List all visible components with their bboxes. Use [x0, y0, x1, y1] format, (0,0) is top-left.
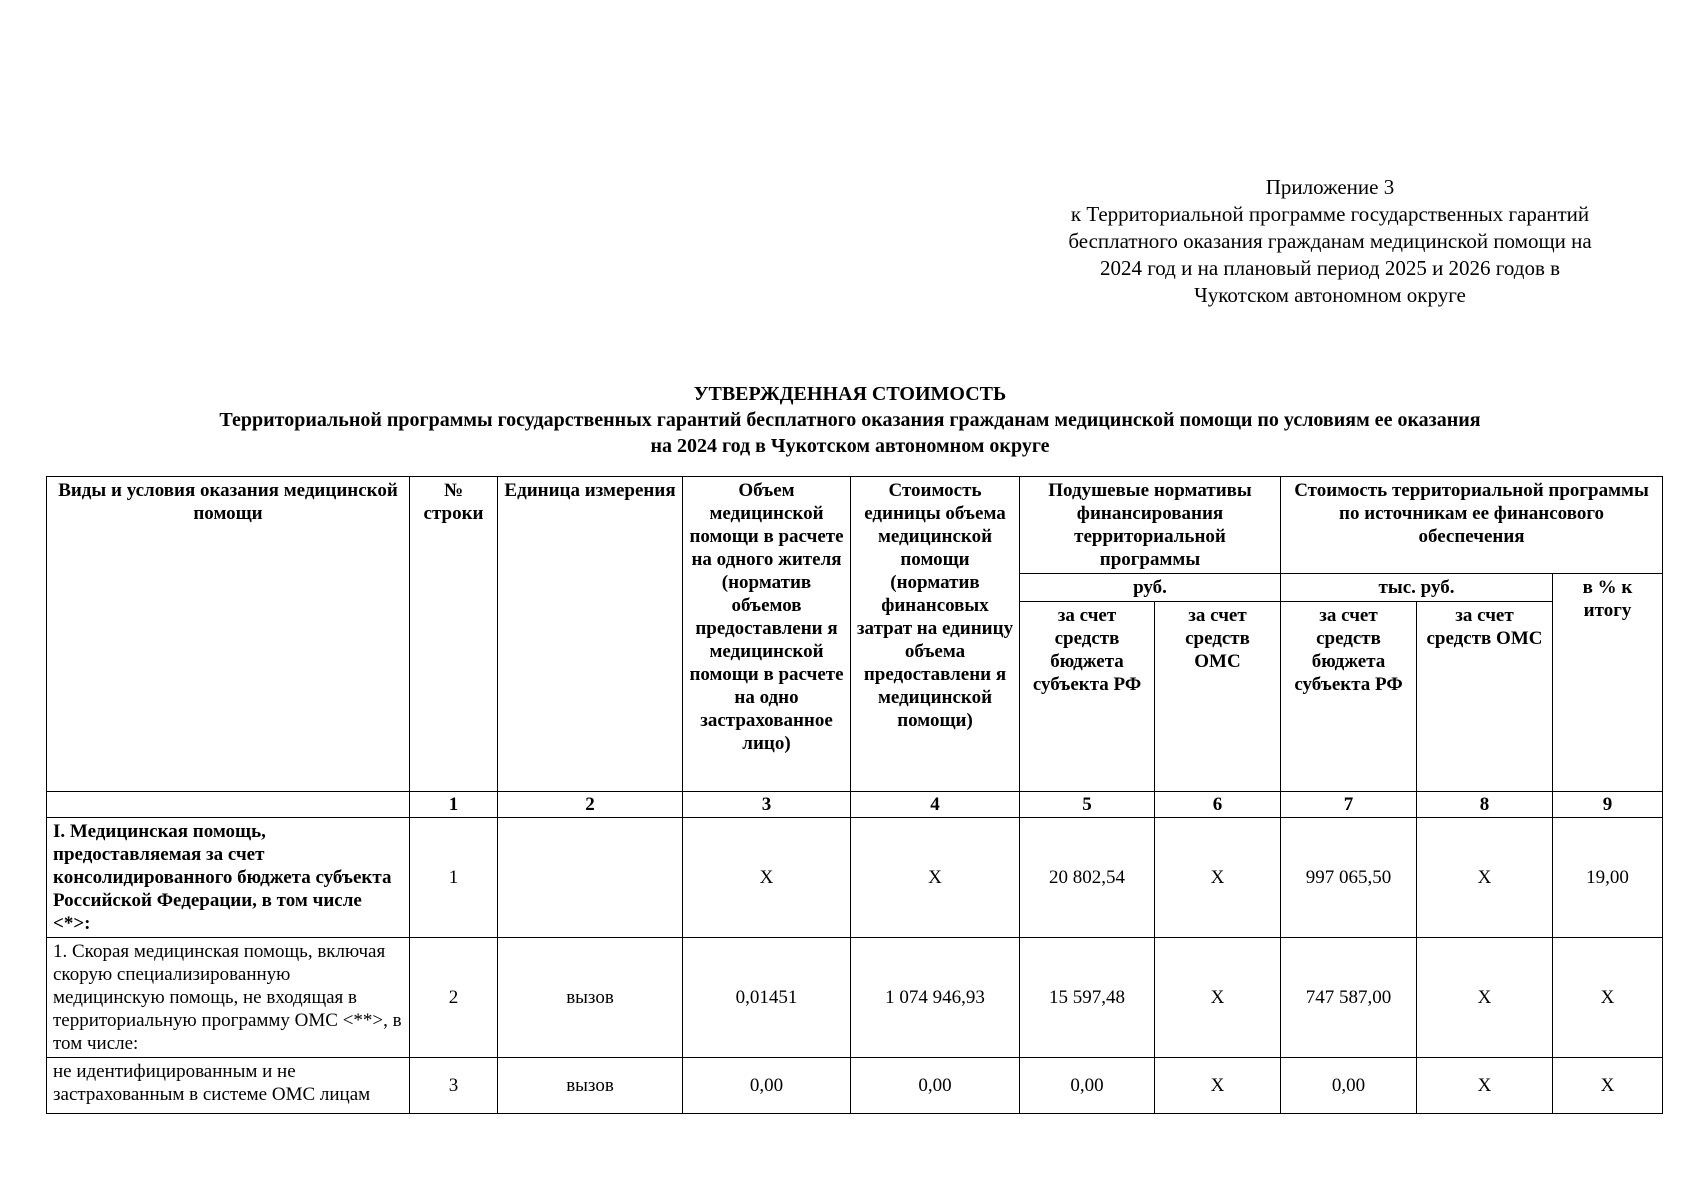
- row-number: 1: [410, 818, 498, 938]
- col-number: 3: [683, 792, 851, 818]
- row-per-capita-budget: 15 597,48: [1020, 938, 1155, 1058]
- appendix-line-3: бесплатного оказания гражданам медицинской помощи на: [1068, 229, 1592, 253]
- row-program-oms: X: [1417, 1058, 1553, 1114]
- header-budget-1: за счет средств бюджета субъекта РФ: [1020, 602, 1155, 792]
- row-number: 2: [410, 938, 498, 1058]
- row-cost: X: [851, 818, 1020, 938]
- row-unit: вызов: [498, 1058, 683, 1114]
- header-per-capita: Подушевые нормативы финансирования территориальной программы: [1020, 477, 1281, 574]
- row-description: I. Медицинская помощь, предоставляемая за счет консолидированного бюджета субъекта Российской Федерации, в том числе <*>:: [47, 818, 410, 938]
- row-description: не идентифицированным и не застрахованным в системе ОМС лицам: [47, 1058, 410, 1114]
- header-thous-rub: тыс. руб.: [1281, 574, 1553, 602]
- cost-table: [46, 476, 1663, 1114]
- title-line-3: на 2024 год в Чукотском автономном округе: [650, 435, 1050, 457]
- row-percent: 19,00: [1553, 818, 1663, 938]
- col-number: 7: [1281, 792, 1417, 818]
- col-number: 1: [410, 792, 498, 818]
- col-number: 6: [1155, 792, 1281, 818]
- header-oms-1: за счет средств ОМС: [1155, 602, 1281, 792]
- header-row-no: № строки: [410, 477, 498, 792]
- row-per-capita-budget: 20 802,54: [1020, 818, 1155, 938]
- header-percent: в % к итогу: [1553, 574, 1663, 792]
- col-number: 4: [851, 792, 1020, 818]
- row-program-oms: X: [1417, 938, 1553, 1058]
- row-per-capita-oms: X: [1155, 818, 1281, 938]
- col-number: 5: [1020, 792, 1155, 818]
- row-volume: X: [683, 818, 851, 938]
- header-oms-2: за счет средств ОМС: [1417, 602, 1553, 792]
- row-per-capita-oms: X: [1155, 1058, 1281, 1114]
- header-rub: руб.: [1020, 574, 1281, 602]
- header-unit: Единица измерения: [498, 477, 683, 792]
- col-number: 8: [1417, 792, 1553, 818]
- row-cost: 0,00: [851, 1058, 1020, 1114]
- appendix-line-1: Приложение 3: [1265, 175, 1395, 199]
- col-number: [47, 792, 410, 818]
- row-program-oms: X: [1417, 818, 1553, 938]
- header-budget-2: за счет средств бюджета субъекта РФ: [1281, 602, 1417, 792]
- header-cost: Стоимость единицы объема медицинской помощи (норматив финансовых затрат на единицу объема предоставлени я медицинской помощи): [851, 477, 1020, 792]
- row-program-budget: 997 065,50: [1281, 818, 1417, 938]
- row-program-budget: 0,00: [1281, 1058, 1417, 1114]
- row-description: 1. Скорая медицинская помощь, включая скорую специализированную медицинскую помощь, не входящая в территориальную программу ОМС <**>, в том числе:: [47, 938, 410, 1058]
- row-per-capita-oms: X: [1155, 938, 1281, 1058]
- col-number: 2: [498, 792, 683, 818]
- row-percent: X: [1553, 938, 1663, 1058]
- appendix-line-4: 2024 год и на плановый период 2025 и 2026 годов в: [1099, 256, 1561, 280]
- row-program-budget: 747 587,00: [1281, 938, 1417, 1058]
- header-program-cost: Стоимость территориальной программы по источникам ее финансового обеспечения: [1281, 477, 1663, 574]
- header-types: Виды и условия оказания медицинской помощи: [47, 477, 410, 792]
- column-numbers-row: [47, 792, 1663, 818]
- row-per-capita-budget: 0,00: [1020, 1058, 1155, 1114]
- row-number: 3: [410, 1058, 498, 1114]
- table-row: [47, 818, 1663, 938]
- appendix-note: [990, 174, 1670, 309]
- row-volume: 0,01451: [683, 938, 851, 1058]
- row-percent: X: [1553, 1058, 1663, 1114]
- title-line-2: Территориальной программы государственных гарантий бесплатного оказания гражданам медицинской помощи по условиям ее оказания: [219, 409, 1481, 431]
- title-line-1: УТВЕРЖДЕННАЯ СТОИМОСТЬ: [693, 383, 1007, 405]
- row-unit: [498, 818, 683, 938]
- appendix-line-2: к Территориальной программе государственных гарантий: [1070, 202, 1590, 226]
- col-number: 9: [1553, 792, 1663, 818]
- row-cost: 1 074 946,93: [851, 938, 1020, 1058]
- row-volume: 0,00: [683, 1058, 851, 1114]
- row-unit: вызов: [498, 938, 683, 1058]
- document-title: [40, 381, 1660, 459]
- appendix-line-5: Чукотском автономном округе: [1194, 283, 1466, 307]
- table-row: [47, 938, 1663, 1058]
- table-row: [47, 1058, 1663, 1114]
- header-volume: Объем медицинской помощи в расчете на одного жителя (норматив объемов предоставлени я медицинской помощи в расчете на одно застрахованное лицо): [683, 477, 851, 792]
